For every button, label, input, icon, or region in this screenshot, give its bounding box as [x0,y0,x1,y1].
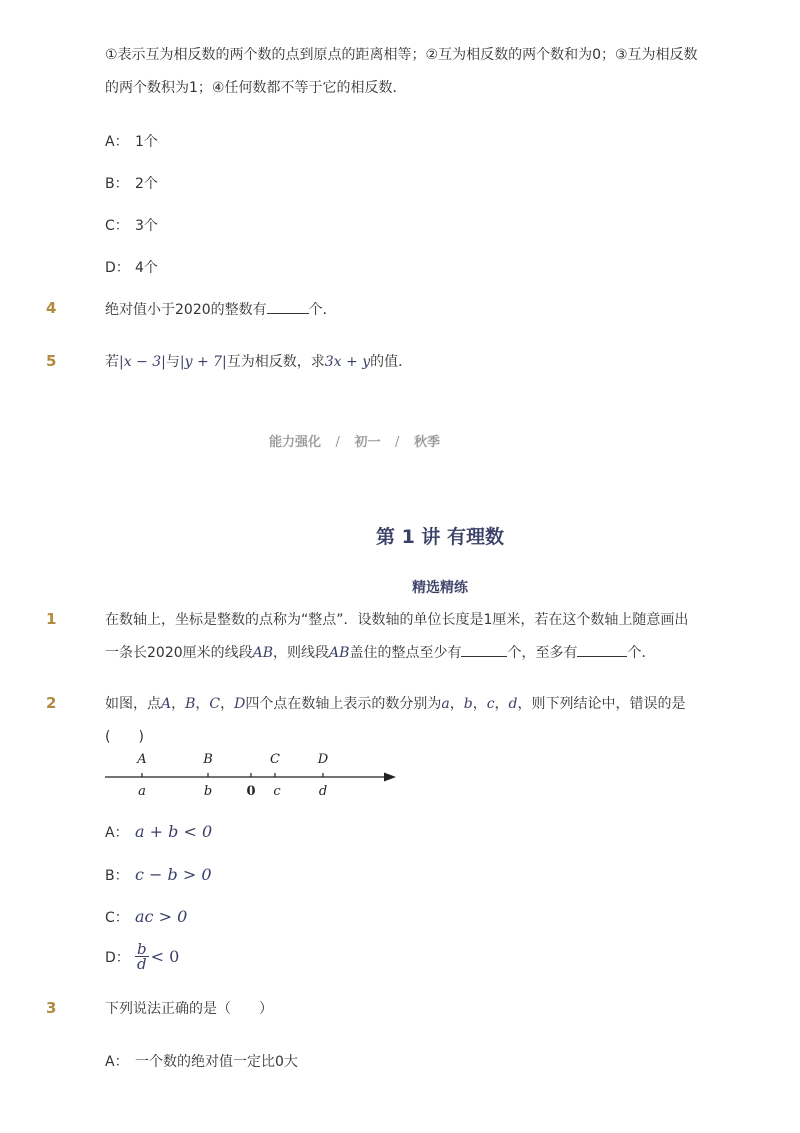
math-expr: 3x + y [324,354,371,370]
option-label: B： [105,176,129,192]
question-1-line1: 在数轴上，坐标是整数的点称为“整点”．设数轴的单位长度是1厘米，若在这个数轴上随意画出 [105,612,689,628]
math-expr: AB [252,645,274,661]
option-label: A： [105,1054,129,1070]
page-footer-breadcrumb [269,431,440,450]
math-expr: |x − 3| [119,354,166,370]
option-b[interactable] [105,173,158,193]
point-value-lower: a [138,784,146,799]
footer-grade: 初一 [354,435,381,450]
point-value-lower: c [273,784,281,799]
point-label: C [209,696,221,712]
option-text: 1个 [135,134,158,150]
q5-text: 的值． [370,354,413,370]
s1-text: 个，至多有 [507,645,578,661]
footer-separator: / [335,435,340,450]
footer-separator: / [395,435,400,450]
question-number: 2 [46,694,57,712]
answer-blank[interactable] [267,299,309,314]
question-number: 4 [46,299,57,317]
q5-text: 若 [105,354,119,370]
point-value-lower: b [203,784,213,799]
s1-text: 一条长2020厘米的线段 [105,645,253,661]
s2-text: ， [171,696,186,712]
answer-blank-min[interactable] [461,642,507,657]
value-label: a [441,696,450,712]
option-label: C： [105,910,129,926]
origin-label: 0 [246,784,256,799]
option-a[interactable] [105,1051,298,1071]
s2-text: ， [449,696,464,712]
s2-text: ， [195,696,210,712]
q4-text-before: 绝对值小于2020的整数有 [105,302,267,318]
option-d[interactable] [105,942,179,971]
option-label: A： [105,825,129,841]
question-number: 3 [46,999,57,1017]
s2-text: 如图，点 [105,696,161,712]
lecture-title: 第 1 讲 有理数 [375,526,505,548]
option-label: C： [105,218,129,234]
math-expr: AB [329,645,350,661]
option-math: c − b > 0 [135,865,212,884]
point-value-lower: d [318,784,328,799]
option-label: B： [105,868,129,884]
option-c[interactable] [105,907,187,927]
option-text: 2个 [135,176,158,192]
s2-text: ， [472,696,487,712]
option-label: D： [105,949,130,966]
point-label: B [185,696,196,712]
question-3-text: 下列说法正确的是（ ） [105,1001,273,1017]
s2-text: ， [494,696,509,712]
option-text: 一个数的绝对值一定比0大 [135,1054,298,1070]
option-a[interactable] [105,131,158,151]
fraction-denominator: d [137,955,147,973]
option-b[interactable] [105,865,212,885]
q5-text: 互为相反数，求 [226,354,325,370]
s2-text: ， [220,696,235,712]
option-label: A： [105,134,129,150]
question-1-line2 [105,642,655,663]
axis-arrow [384,773,396,782]
section-subtitle: 精选精练 [412,580,468,596]
option-label: D： [105,260,130,276]
footer-course: 能力强化 [269,435,322,450]
point-label: A [161,696,172,712]
option-text: 4个 [135,260,158,276]
option-c[interactable] [105,215,158,235]
option-math: a + b < 0 [135,822,213,841]
math-expr: |y + 7| [179,354,227,370]
question-2-line1 [105,694,686,714]
s1-text: 盖住的整点至少有 [349,645,462,661]
point-label: D [234,696,246,712]
s1-text: 个． [627,645,656,661]
question-number: 5 [46,352,57,370]
s2-text: ，则下列结论中，错误的是 [517,696,686,712]
point-label-upper: B [203,752,213,767]
question-number: 1 [46,610,57,628]
q4-text-after: 个． [308,302,337,318]
question-4-text [105,299,337,320]
fraction [135,942,149,971]
answer-blank-max[interactable] [577,642,627,657]
option-math: ac > 0 [135,907,188,926]
option-d[interactable] [105,257,158,277]
s2-text: 四个点在数轴上表示的数分别为 [245,696,442,712]
point-label-upper: C [270,752,280,767]
fraction-numerator: b [137,940,147,958]
point-label-upper: D [317,752,329,767]
question-2-bracket: ( ) [105,729,144,745]
option-text: 3个 [135,218,158,234]
q5-text: 与 [165,354,180,370]
footer-term: 秋季 [413,435,440,450]
value-label: b [463,696,473,712]
s1-text: ，则线段 [273,645,330,661]
question-stem-line1: ①表示互为相反数的两个数的点到原点的距离相等；②互为相反数的两个数和为0；③互为相反数 [105,47,698,63]
value-label: d [508,696,518,712]
option-a[interactable] [105,822,212,842]
point-label-upper: A [137,752,147,767]
question-5-text [105,352,412,372]
option-math: < 0 [150,947,180,966]
question-stem-line2: 的两个数积为1；④任何数都不等于它的相反数． [105,80,407,96]
value-label: c [486,696,495,712]
number-line-figure [100,748,410,800]
